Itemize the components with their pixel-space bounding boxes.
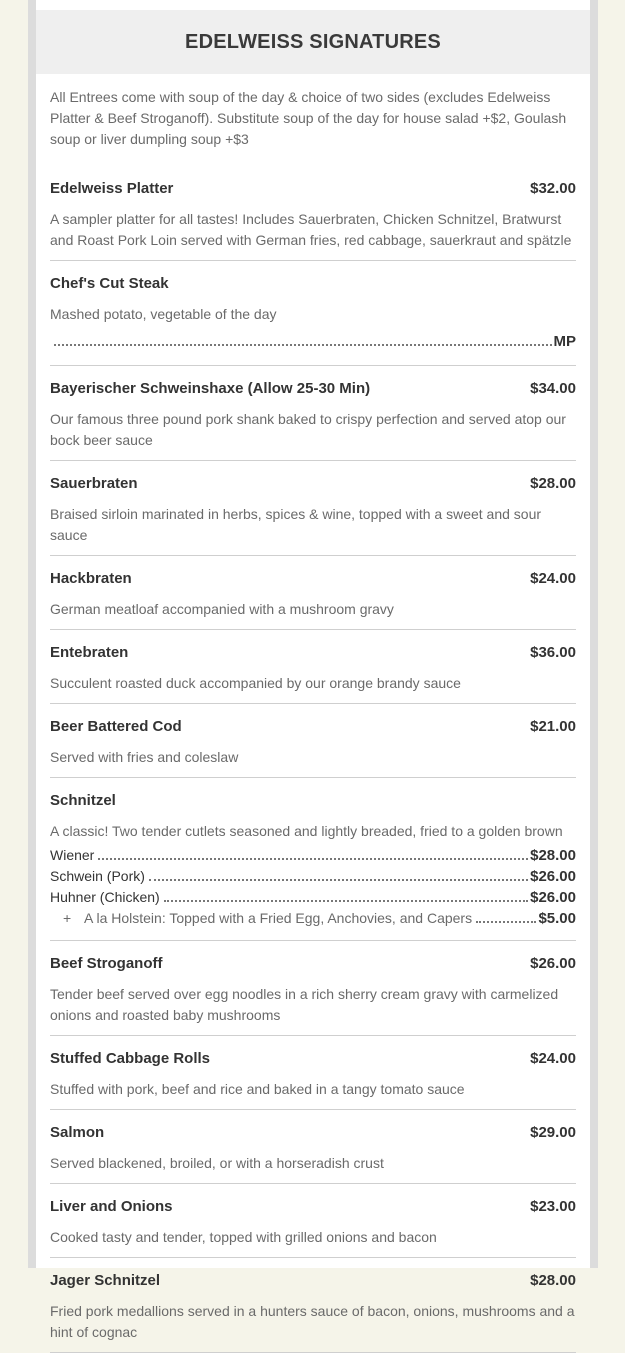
option-line (50, 889, 576, 910)
item-description: Tender beef served over egg noodles in a rich sherry cream gravy with carmelized onions and roasted baby mushrooms (50, 986, 559, 1023)
item-name: Stuffed Cabbage Rolls (50, 1050, 211, 1067)
dot-leader (54, 343, 552, 346)
menu-item-hackbraten (50, 556, 576, 630)
item-name: Entebraten (50, 644, 129, 661)
item-price: $29.00 (530, 1124, 576, 1141)
menu-item-sauerbraten (50, 461, 576, 556)
item-description: Mashed potato, vegetable of the day (50, 306, 277, 322)
dot-leader (98, 857, 528, 860)
dot-leader (164, 899, 528, 902)
item-name: Beer Battered Cod (50, 718, 182, 735)
menu-panel (28, 0, 598, 1340)
item-price: $36.00 (530, 644, 576, 661)
item-name: Hackbraten (50, 570, 132, 587)
menu-item-beer-battered-cod (50, 704, 576, 778)
option-price: $26.00 (530, 868, 576, 885)
item-description: German meatloaf accompanied with a mushroom gravy (50, 601, 394, 617)
addon-line (50, 910, 576, 931)
option-price: $26.00 (530, 889, 576, 906)
option-label: Schwein (Pork) (50, 868, 145, 884)
item-description: Fried pork medallions served in a hunters sauce of bacon, onions, mushrooms and a hint of cognac (50, 1303, 575, 1340)
item-price: $34.00 (530, 380, 576, 397)
menu-item-edelweiss-platter (50, 180, 576, 261)
menu-item-schweinshaxe (50, 366, 576, 461)
menu-item-jager-schnitzel (50, 1258, 576, 1353)
menu-item-salmon (50, 1110, 576, 1184)
item-name: Bayerischer Schweinshaxe (Allow 25-30 Min) (50, 380, 371, 397)
item-description: Stuffed with pork, beef and rice and baked in a tangy tomato sauce (50, 1081, 465, 1097)
item-name: Beef Stroganoff (50, 955, 163, 972)
item-price: $24.00 (530, 570, 576, 587)
option-label: Huhner (Chicken) (50, 889, 160, 905)
item-price: $26.00 (530, 955, 576, 972)
option-price: $28.00 (530, 847, 576, 864)
item-name: Schnitzel (50, 792, 116, 809)
item-price: $21.00 (530, 718, 576, 735)
intro-text: All Entrees come with soup of the day & choice of two sides (excludes Edelweiss Platter & Beef Stroganoff). Substitute soup of the day for house salad +$2, Goulash soup or liver dumpling soup +$3 (50, 89, 567, 147)
item-price: MP (553, 333, 576, 350)
item-description: A classic! Two tender cutlets seasoned and lightly breaded, fried to a golden brown (50, 823, 563, 839)
menu-item-schnitzel (50, 778, 576, 941)
item-name: Jager Schnitzel (50, 1272, 161, 1289)
section-header (36, 10, 590, 74)
option-label: Wiener (50, 847, 95, 863)
market-price-line (50, 333, 576, 354)
item-price: $28.00 (530, 475, 576, 492)
section-title: EDELWEISS SIGNATURES (185, 30, 441, 53)
dot-leader (149, 878, 528, 881)
addon-price: $5.00 (538, 910, 576, 927)
item-name: Liver and Onions (50, 1198, 173, 1215)
item-description: Served blackened, broiled, or with a horseradish crust (50, 1155, 384, 1171)
plus-icon: + (63, 910, 72, 926)
item-price: $32.00 (530, 180, 576, 197)
option-line (50, 847, 576, 868)
menu-item-stuffed-cabbage-rolls (50, 1036, 576, 1110)
item-description: Cooked tasty and tender, topped with grilled onions and bacon (50, 1229, 437, 1245)
option-line (50, 868, 576, 889)
menu-item-chefs-cut-steak (50, 261, 576, 366)
menu-item-entebraten (50, 630, 576, 704)
item-description: Succulent roasted duck accompanied by our orange brandy sauce (50, 675, 461, 691)
item-price: $24.00 (530, 1050, 576, 1067)
menu-item-beef-stroganoff (50, 941, 576, 1036)
item-description: Braised sirloin marinated in herbs, spices & wine, topped with a sweet and sour sauce (50, 506, 542, 543)
addon-label: A la Holstein: Topped with a Fried Egg, Anchovies, and Capers (84, 910, 473, 926)
dot-leader (476, 920, 536, 923)
item-price: $23.00 (530, 1198, 576, 1215)
schnitzel-options (50, 847, 576, 931)
item-description: A sampler platter for all tastes! Includes Sauerbraten, Chicken Schnitzel, Bratwurst and Roast Pork Loin served with German fries, red cabbage, sauerkraut and spätzle (50, 211, 572, 248)
item-name: Salmon (50, 1124, 105, 1141)
item-description: Served with fries and coleslaw (50, 749, 239, 765)
item-name: Edelweiss Platter (50, 180, 174, 197)
menu-item-liver-and-onions (50, 1184, 576, 1258)
menu-content (50, 87, 576, 1353)
item-price: $28.00 (530, 1272, 576, 1289)
item-name: Chef's Cut Steak (50, 275, 169, 292)
item-description: Our famous three pound pork shank baked to crispy perfection and served atop our bock beer sauce (50, 411, 566, 448)
item-name: Sauerbraten (50, 475, 138, 492)
